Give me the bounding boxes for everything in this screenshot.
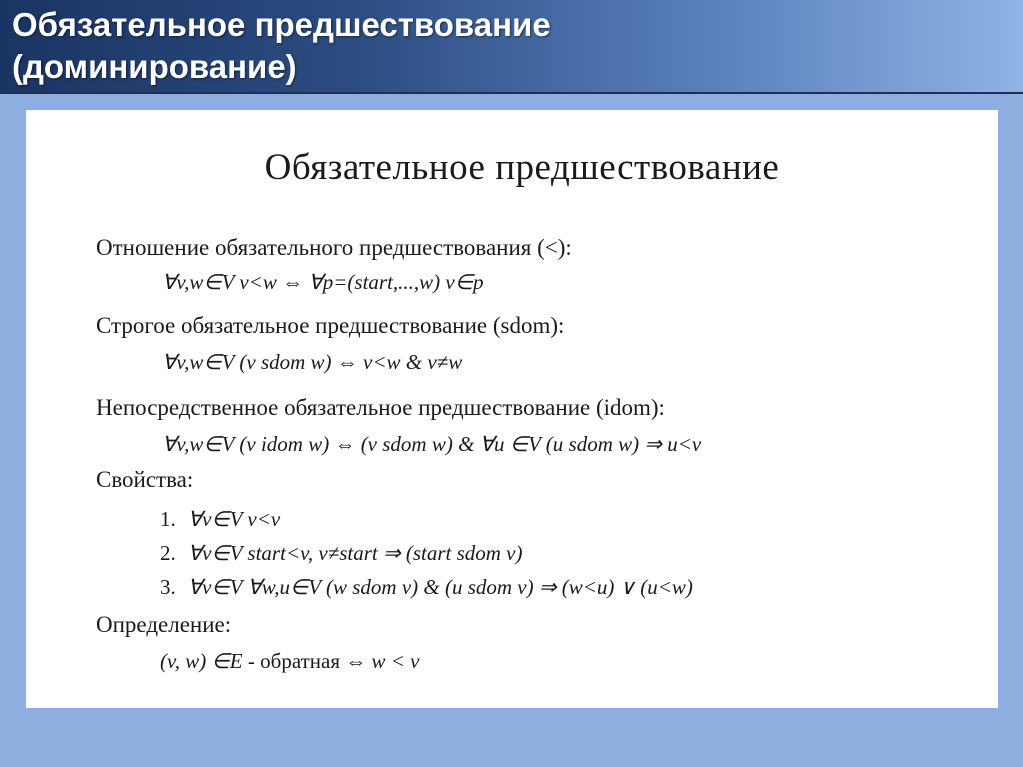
property-number: 1. (160, 507, 176, 531)
property-formula: ∀v∈V ∀w,u∈V (w sdom v) & (u sdom v) ⇒ (w<u) ∨ (u<w) (187, 575, 693, 599)
dominance-label: Отношение обязательного предшествования (<): (96, 235, 572, 260)
idom-label: Непосредственное обязательное предшествование (idom): (96, 395, 665, 420)
sdom-formula: ∀v,w∈V (v sdom w) ⇔ v<w & v≠w (162, 350, 463, 374)
document-image (26, 110, 998, 708)
sdom-label: Строгое обязательное предшествование (sdom): (96, 313, 565, 338)
idom-formula: ∀v,w∈V (v idom w) ⇔ (v sdom w) & ∀u ∈V (u sdom w) ⇒ u<v (162, 432, 702, 456)
content-panel (26, 110, 998, 708)
property-number: 3. (160, 575, 176, 599)
document-heading: Обязательное предшествование (264, 147, 780, 188)
property-number: 2. (160, 541, 176, 565)
slide-title-bar (0, 0, 1023, 94)
slide-title (12, 4, 1002, 88)
definition-label: Определение: (96, 612, 232, 637)
property-item (160, 574, 693, 600)
dominance-formula: ∀v,w∈V v<w ⇔ ∀p=(start,...,w) v∈p (162, 270, 484, 294)
definition-formula-end: ⇔ w < v (345, 649, 420, 673)
slide-title-line-2: (доминирование) (12, 48, 297, 85)
property-formula: ∀v∈V start<v, v≠start ⇒ (start sdom v) (187, 541, 523, 565)
slide-title-line-1: Обязательное предшествование (12, 6, 551, 43)
property-item (160, 540, 523, 566)
properties-label: Свойства: (96, 467, 194, 492)
property-formula: ∀v∈V v<v (187, 507, 281, 531)
property-item (160, 506, 280, 532)
definition-formula-middle: - обратная (242, 649, 346, 673)
definition-formula-start: (v, w) ∈E (160, 649, 243, 673)
definition-formula (160, 648, 420, 674)
